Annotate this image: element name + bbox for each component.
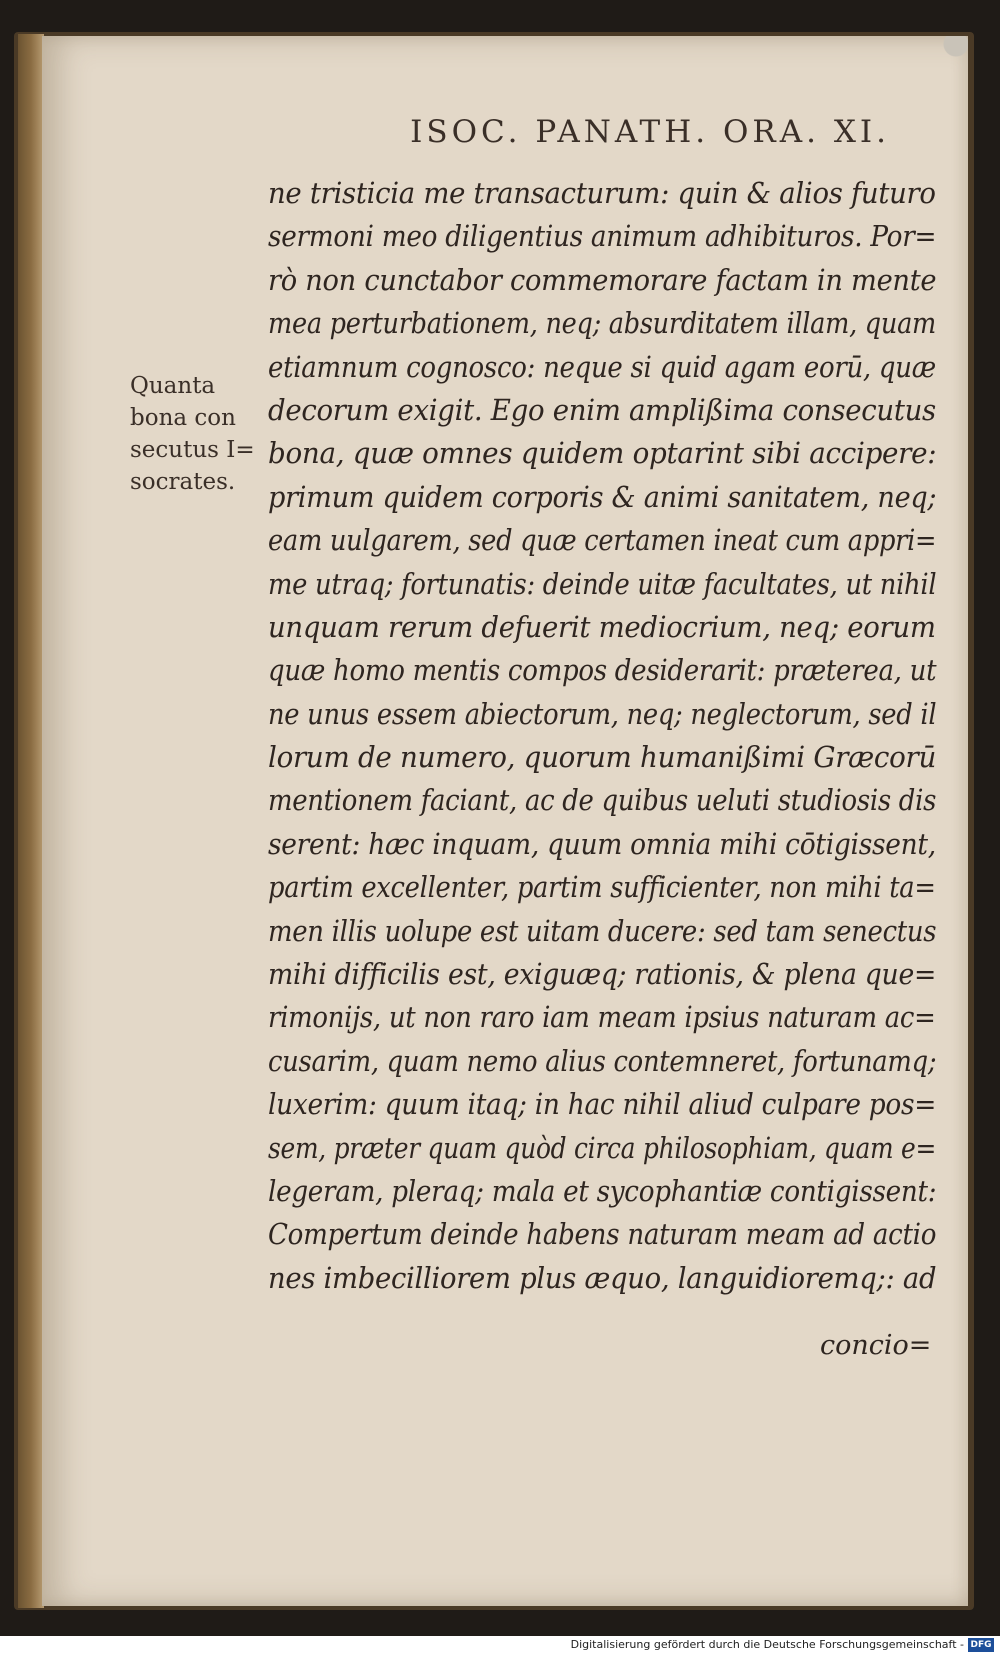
- footer-credit: Digitalisierung gefördert durch die Deutsche Forschungsgemeinschaft -: [570, 1638, 964, 1651]
- main-text: [268, 172, 948, 1300]
- marginal-note-line: Quanta: [130, 373, 216, 399]
- marginal-note-line: socrates.: [130, 469, 236, 495]
- text-line: legeram, pleraq; mala et sycophantiæ contigissent:: [268, 1174, 937, 1208]
- page-stack-edge: [18, 34, 44, 1608]
- text-line: luxerim: quum itaq; in hac nihil aliud culpare pos=: [268, 1088, 937, 1122]
- text-line: etiamnum cognosco: neque si quid agam eorū, quæ: [268, 350, 936, 384]
- text-line: sermoni meo diligentius animum adhibituros. Por=: [268, 220, 937, 254]
- text-line: nes imbecilliorem plus æquo, languidioremq;: ad: [268, 1261, 937, 1295]
- text-line: unquam rerum defuerit mediocrium, neq; eorum: [268, 610, 936, 644]
- text-line: serent: hæc inquam, quum omnia mihi cōtigissent,: [268, 827, 936, 861]
- text-line: primum quidem corporis & animi sanitatem, neq;: [268, 480, 937, 514]
- page-corner-wear: [908, 36, 968, 76]
- dfg-logo: DFG: [968, 1638, 994, 1652]
- text-line: eam uulgarem, sed quæ certamen ineat cum appri=: [268, 524, 937, 558]
- catchword: concio=: [820, 1330, 932, 1361]
- text-line: partim excellenter, partim sufficienter, non mihi ta=: [268, 871, 936, 905]
- running-head: ISOC. PANATH. ORA. XI.: [410, 114, 890, 150]
- text-line: lorum de numero, quorum humanißimi Græcorū: [268, 741, 937, 775]
- marginal-note: [130, 370, 270, 498]
- marginal-note-line: secutus I=: [130, 437, 255, 463]
- text-line: rimonijs, ut non raro iam meam ipsius naturam ac=: [268, 1001, 936, 1035]
- text-line: bona, quæ omnes quidem optarint sibi accipere:: [268, 437, 937, 471]
- text-line: me utraq; fortunatis: deinde uitæ facultates, ut nihil: [268, 567, 937, 601]
- text-line: mihi difficilis est, exiguæq; rationis, & plena que=: [268, 958, 937, 992]
- text-line: quæ homo mentis compos desiderarit: præterea, ut: [268, 654, 937, 688]
- text-line: men illis uolupe est uitam ducere: sed tam senectus: [268, 914, 937, 948]
- text-line: sem, præter quam quòd circa philosophiam, quam e=: [268, 1131, 937, 1165]
- text-line: cusarim, quam nemo alius contemneret, fortunamq;: [268, 1044, 937, 1078]
- text-line: ne unus essem abiectorum, neq; neglectorum, sed il: [268, 697, 937, 731]
- text-line: mentionem faciant, ac de quibus ueluti studiosis dis: [268, 784, 937, 818]
- text-line: ne tristicia me transacturum: quin & alios futuro: [268, 177, 936, 210]
- text-line: rò non cunctabor commemorare factam in mente: [268, 263, 937, 297]
- text-line: Compertum deinde habens naturam meam ad actio: [268, 1218, 937, 1252]
- text-line: decorum exigit. Ego enim amplißima consecutus: [268, 393, 936, 427]
- text-line: mea perturbationem, neq; absurditatem illam, quam: [268, 307, 937, 341]
- marginal-note-line: bona con: [130, 405, 236, 431]
